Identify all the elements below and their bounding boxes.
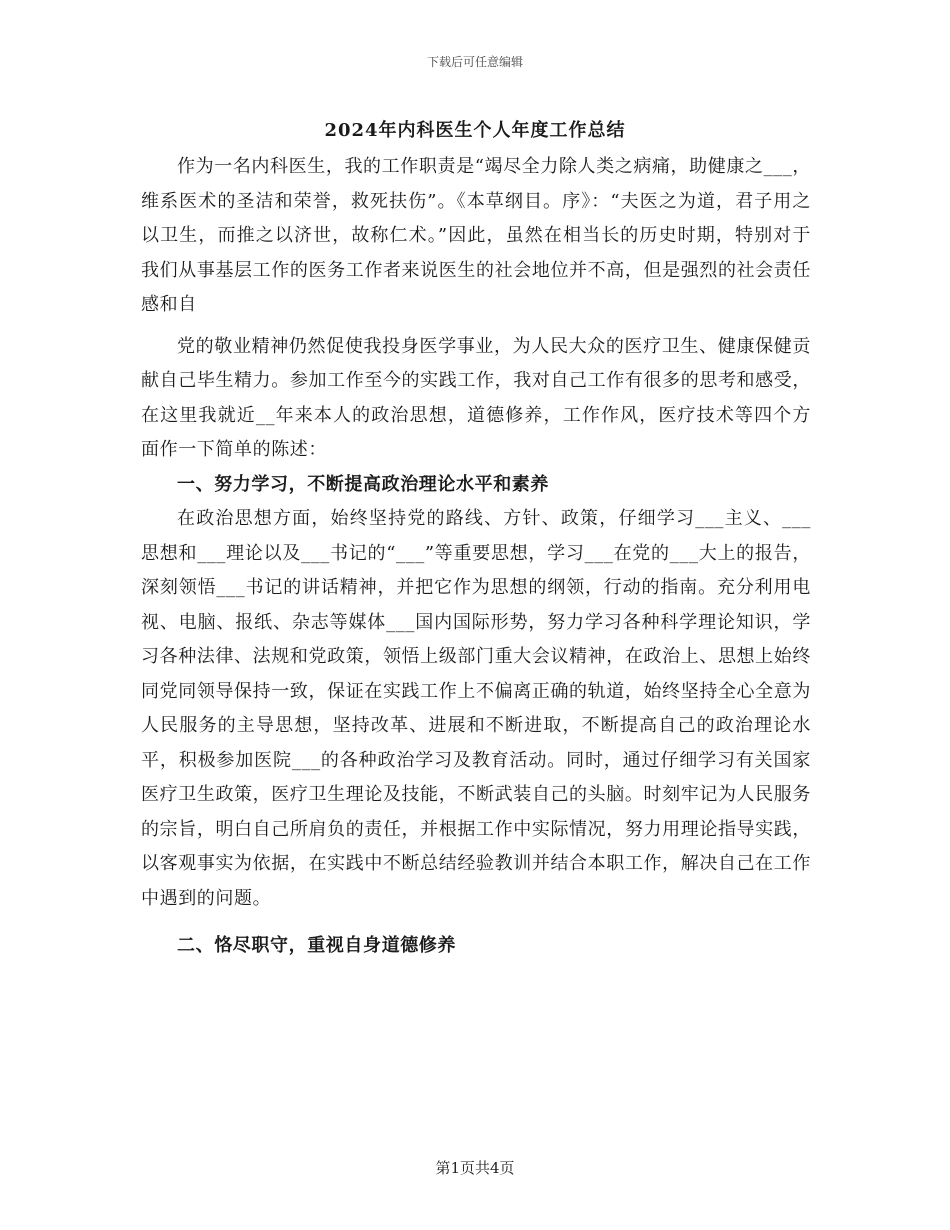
paragraph-political: 在政治思想方面，始终坚持党的路线、方针、政策，仔细学习___主义、___思想和___理论以及___书记的“___”等重要思想，学习___在党的___大上的报告，深刻领悟___书记的讲话精神，并把它作为思想的纲领，行动的指南。充分利用电视、电脑、报纸、杂志等媒体___国内国际形势，努力学习各种科学理论知识，学习各种法律、法规和党政策，领悟上级部门重大会议精神，在政治上、思想上始终同党同领导保持一致，保证在实践工作上不偏离正确的轨道，始终坚持全心全意为人民服务的主导思想，坚持改革、进展和不断进取，不断提高自己的政治理论水平，积极参加医院___的各种政治学习及教育活动。同时，通过仔细学习有关国家医疗卫生政策，医疗卫生理论及技能，不断武装自己的头脑。时刻牢记为人民服务的宗旨，明白自己所肩负的责任，并根据工作中实际情况，努力用理论指导实践，以客观事实为依据，在实践中不断总结经验教训并结合本职工作，解决自己在工作中遇到的问题。 <box>141 508 811 909</box>
section-heading-2: 二、恪尽职守，重视自身道德修养 <box>177 935 456 956</box>
page-header: 下载后可任意编辑 <box>426 55 523 69</box>
paragraph-dedication: 党的敬业精神仍然促使我投身医学事业，为人民大众的医疗卫生、健康保健贡献自己毕生精力。参加工作至今的实践工作，我对自己工作有很多的思考和感受，在这里我就近__年来本人的政治思想，道德修养，工作作风，医疗技术等四个方面作一下简单的陈述： <box>141 335 811 460</box>
page-footer: 第1页共4页 <box>435 1159 515 1177</box>
section-heading-1: 一、努力学习，不断提高政治理论水平和素养 <box>177 473 549 495</box>
document-body <box>141 150 811 964</box>
paragraph-intro: 作为一名内科医生，我的工作职责是“竭尽全力除人类之病痛，助健康之___，维系医术的圣洁和荣誉，救死扶伤”。《本草纲目。序》：“夫医之为道，君子用之以卫生，而推之以济世，故称仁术。”因此，虽然在相当长的历史时期，特别对于我们从事基层工作的医务工作者来说医生的社会地位并不高，但是强烈的社会责任感和自 <box>141 156 811 315</box>
document-title: 2024年内科医生个人年度工作总结 <box>324 120 626 141</box>
